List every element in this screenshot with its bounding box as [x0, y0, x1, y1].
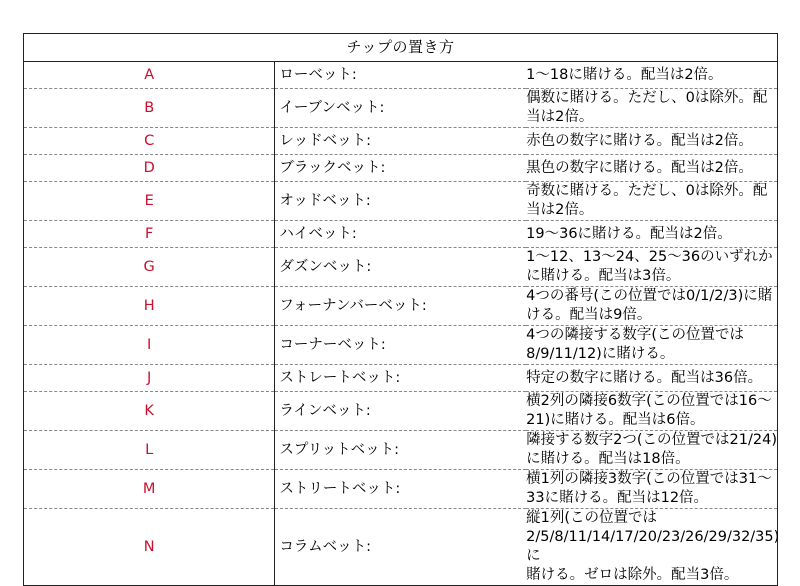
table-row	[24, 155, 778, 182]
bet-letter: K	[24, 392, 275, 431]
chip-placement-table	[23, 33, 778, 586]
bet-description: 偶数に賭ける。ただし、0は除外。配当は2倍。	[526, 89, 777, 128]
bet-letter: I	[24, 326, 275, 365]
table-row	[24, 326, 778, 365]
bet-name: コーナーベット:	[275, 326, 526, 365]
bet-name: ダズンベット:	[275, 248, 526, 287]
bet-description: 黒色の数字に賭ける。配当は2倍。	[526, 155, 777, 182]
bet-description: 4つの番号(この位置では0/1/2/3)に賭ける。配当は9倍。	[526, 287, 777, 326]
table-row	[24, 365, 778, 392]
bet-description	[526, 509, 780, 586]
bet-name: オッドベット:	[275, 182, 526, 221]
table-row	[24, 248, 778, 287]
table-row	[24, 509, 778, 586]
bet-description: 1～18に賭ける。配当は2倍。	[526, 62, 777, 89]
bet-description-line: 縦1列(この位置では2/5/8/11/14/17/20/23/26/29/32/35)に	[526, 510, 780, 564]
bet-letter: D	[24, 155, 275, 182]
bet-description: 隣接する数字2つ(この位置では21/24)に賭ける。配当は18倍。	[526, 431, 777, 470]
table-row	[24, 128, 778, 155]
table-title: チップの置き方	[24, 34, 778, 62]
bet-letter: G	[24, 248, 275, 287]
bet-name: ブラックベット:	[275, 155, 526, 182]
bet-name: ストレートベット:	[275, 365, 526, 392]
bet-description: 特定の数字に賭ける。配当は36倍。	[526, 365, 777, 392]
bet-description: 1～12、13～24、25～36のいずれかに賭ける。配当は3倍。	[526, 248, 777, 287]
bet-name: ハイベット:	[275, 221, 526, 248]
bet-letter: H	[24, 287, 275, 326]
bet-name: フォーナンバーベット:	[275, 287, 526, 326]
bet-description: 横2列の隣接6数字(この位置では16～21)に賭ける。配当は6倍。	[526, 392, 777, 431]
bet-name: ローベット:	[275, 62, 526, 89]
bet-name: レッドベット:	[275, 128, 526, 155]
bet-description: 4つの隣接する数字(この位置では8/9/11/12)に賭ける。	[526, 326, 777, 365]
table-row	[24, 287, 778, 326]
table-row	[24, 431, 778, 470]
bet-description: 19～36に賭ける。配当は2倍。	[526, 221, 777, 248]
bet-name: コラムベット:	[279, 538, 372, 555]
table-title-row	[24, 34, 778, 62]
bet-letter: A	[24, 62, 275, 89]
bet-description: 横1列の隣接3数字(この位置では31～33に賭ける。配当は12倍。	[526, 470, 777, 509]
table-row	[24, 221, 778, 248]
table-row	[24, 89, 778, 128]
bet-letter: F	[24, 221, 275, 248]
bet-name: スプリットベット:	[275, 431, 526, 470]
bet-description: 赤色の数字に賭ける。配当は2倍。	[526, 128, 777, 155]
bet-letter: J	[24, 365, 275, 392]
table-row	[24, 470, 778, 509]
bet-letter: B	[24, 89, 275, 128]
bet-letter: E	[24, 182, 275, 221]
bet-letter: L	[24, 431, 275, 470]
bet-letter: M	[24, 470, 275, 509]
bet-name: ストリートベット:	[275, 470, 526, 509]
table-row	[24, 62, 778, 89]
bet-description: 奇数に賭ける。ただし、0は除外。配当は2倍。	[526, 182, 777, 221]
bet-name: ラインベット:	[275, 392, 526, 431]
table-row	[24, 182, 778, 221]
bet-letter: N	[24, 509, 275, 586]
bet-name: イーブンベット:	[275, 89, 526, 128]
bet-letter: C	[24, 128, 275, 155]
table-row	[24, 392, 778, 431]
bet-description-line: 賭ける。ゼロは除外。配当3倍。	[526, 567, 739, 583]
